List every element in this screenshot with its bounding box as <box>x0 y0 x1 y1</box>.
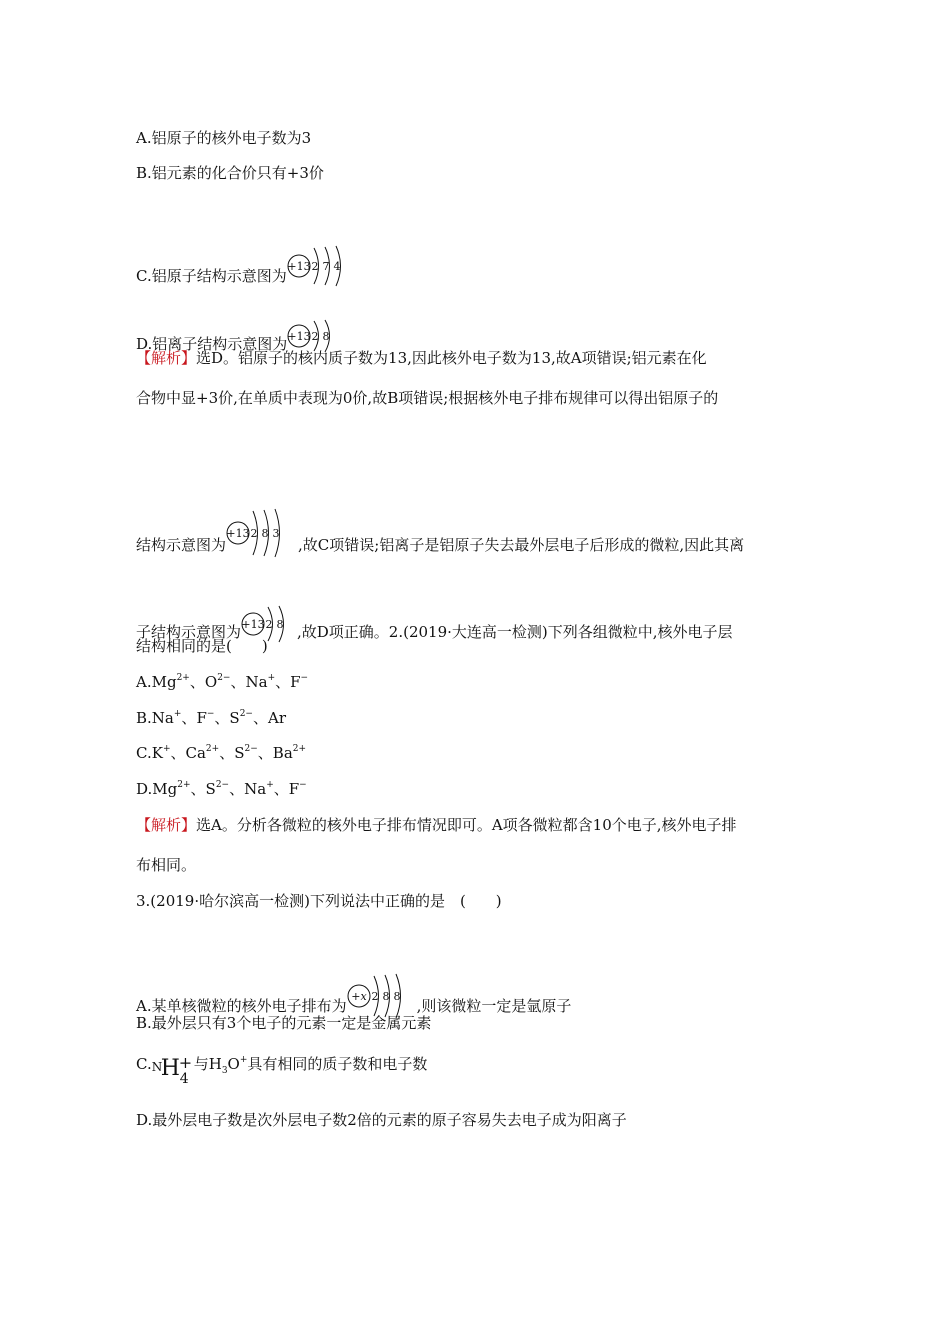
q1-analysis-text-4b: ,故D项正确。2.(2019·大连高一检测)下列各组微粒中,核外电子层 <box>297 623 733 641</box>
nucleus-charge: +x <box>350 990 367 1003</box>
q2-analysis-text-1: 选A。分析各微粒的核外电子排布情况即可。A项各微粒都含10个电子,核外电子排 <box>196 816 737 834</box>
ion-charge: + <box>162 744 171 754</box>
q3-option-a-text: A.某单核微粒的核外电子排布为 <box>136 997 347 1015</box>
nucleus-charge: +13 <box>241 618 265 631</box>
separator: 、 <box>189 673 205 691</box>
ion-symbol: F <box>196 709 207 727</box>
ion-symbol: Na <box>244 780 267 798</box>
ion-symbol: K <box>151 744 163 762</box>
h3o-charge: + <box>239 1055 248 1065</box>
shell-electron-count: 8 <box>393 990 401 1003</box>
analysis-tag: 【解析】 <box>136 349 197 367</box>
separator: 、 <box>219 744 235 762</box>
option-label: C. <box>136 744 152 762</box>
q3-option-c-text-a: 与H <box>193 1055 222 1073</box>
q3-option-b: B.最外层只有3个电子的元素一定是金属元素 <box>136 1014 432 1032</box>
ion-charge: 2+ <box>292 744 307 754</box>
separator: 、 <box>181 709 197 727</box>
q2-option-a <box>136 672 308 692</box>
ion-symbol: F <box>288 780 300 798</box>
q1-analysis-line-1 <box>136 348 707 368</box>
shell-electron-count: 2 <box>311 260 319 273</box>
ion-charge: 2− <box>217 673 231 683</box>
ion-symbol: Na <box>151 709 174 727</box>
q3-option-c-label: C. <box>136 1055 152 1073</box>
atom-diagram-svg <box>226 505 298 561</box>
h3o-o: O <box>227 1055 240 1073</box>
ion-charge: 2− <box>215 780 230 790</box>
option-label: B. <box>136 709 152 727</box>
ion-charge: − <box>206 709 215 719</box>
nucleus-charge: +13 <box>226 527 250 540</box>
q1-option-d-text: D.铝离子结构示意图为 <box>136 335 288 353</box>
q3-option-a-text-2: ,则该微粒一定是氩原子 <box>416 997 572 1015</box>
separator: 、 <box>257 744 273 762</box>
formula-subscript: 4 <box>179 1071 189 1087</box>
shell-electron-count: 7 <box>322 260 330 273</box>
q1-analysis-text-3b: ,故C项错误;铝离子是铝原子失去最外层电子后形成的微粒,因此其离 <box>298 536 745 554</box>
q2-option-b <box>136 708 286 728</box>
analysis-tag: 【解析】 <box>136 816 197 834</box>
formula-n: N <box>151 1060 163 1074</box>
separator: 、 <box>230 673 246 691</box>
q1-option-c-text: C.铝原子结构示意图为 <box>136 267 287 285</box>
q2-option-c <box>136 743 306 763</box>
nucleus-charge: +13 <box>287 260 311 273</box>
ion-charge: 2− <box>244 744 258 754</box>
ion-charge: − <box>300 673 309 683</box>
atom-diagram-al-283 <box>226 505 298 561</box>
shell-electron-count: 8 <box>322 330 330 343</box>
ion-symbol: F <box>290 673 301 691</box>
ion-charge: 2+ <box>177 780 191 790</box>
q1-analysis-line-3 <box>136 499 744 555</box>
shell-electron-count: 2 <box>311 330 319 343</box>
separator: 、 <box>273 780 289 798</box>
q1-analysis-line-2: 合物中显+3价,在单质中表现为0价,故B项错误;根据核外电子排布规律可以得出铝原子的 <box>136 389 719 407</box>
ion-symbol: Na <box>245 673 268 691</box>
shell-electron-count: 2 <box>265 618 273 631</box>
separator: 、 <box>190 780 206 798</box>
nucleus-charge: +13 <box>287 330 311 343</box>
q1-option-a: A.铝原子的核外电子数为3 <box>136 129 312 147</box>
atom-diagram-al-274 <box>287 242 359 290</box>
ion-symbol: O <box>204 673 218 691</box>
separator: 、 <box>214 709 230 727</box>
q2-option-d <box>136 779 307 799</box>
ion-charge: 2− <box>239 709 253 719</box>
q2-stem-line-2: 结构相同的是( ) <box>136 637 268 655</box>
ion-symbol: Mg <box>152 780 178 798</box>
q1-analysis-text-3a: 结构示意图为 <box>136 536 227 554</box>
ion-symbol: S <box>234 744 245 762</box>
ion-symbol: Ca <box>185 744 206 762</box>
ion-charge: + <box>267 673 276 683</box>
ion-symbol: Ar <box>268 709 287 727</box>
atom-diagram-svg <box>287 242 359 290</box>
ion-symbol: Ba <box>272 744 293 762</box>
separator: 、 <box>252 709 268 727</box>
separator: 、 <box>229 780 245 798</box>
q1-option-c <box>136 238 359 286</box>
ion-symbol: Mg <box>151 673 177 691</box>
ion-charge: + <box>266 780 274 790</box>
shell-electron-count: 8 <box>382 990 390 1003</box>
q3-option-c-text-b: 具有相同的质子数和电子数 <box>247 1055 428 1073</box>
separator: 、 <box>170 744 186 762</box>
shell-electron-count: 2 <box>371 990 379 1003</box>
ion-symbol: S <box>229 709 240 727</box>
q2-analysis-line-2: 布相同。 <box>136 856 197 874</box>
q3-option-a <box>136 964 571 1016</box>
ion-symbol: S <box>205 780 216 798</box>
option-label: A. <box>136 673 152 691</box>
shell-electron-count: 8 <box>276 618 284 631</box>
ion-charge: − <box>299 780 307 790</box>
formula-h: H <box>160 1056 180 1081</box>
option-label: D. <box>136 780 153 798</box>
q1-option-b: B.铝元素的化合价只有+3价 <box>136 164 324 182</box>
q3-stem: 3.(2019·哈尔滨高一检测)下列说法中正确的是 ( ) <box>136 892 502 910</box>
q1-analysis-text-1: 选D。铝原子的核内质子数为13,因此核外电子数为13,故A项错误;铝元素在化 <box>196 349 707 367</box>
shell-electron-count: 3 <box>272 527 280 540</box>
q3-option-c <box>136 1053 428 1087</box>
shell-electron-count: 4 <box>333 260 341 273</box>
q1-analysis-text-4a: 子结构示意图为 <box>136 623 242 641</box>
ammonium-formula <box>151 1053 194 1087</box>
separator: 、 <box>275 673 291 691</box>
q2-analysis-line-1 <box>136 815 737 835</box>
ion-charge: + <box>173 709 182 719</box>
formula-charge: + <box>178 1053 193 1072</box>
q3-option-d: D.最外层电子数是次外层电子数2倍的元素的原子容易失去电子成为阳离子 <box>136 1111 627 1129</box>
shell-electron-count: 2 <box>250 527 258 540</box>
h3o-subscript: 3 <box>221 1066 228 1076</box>
ion-charge: 2+ <box>176 673 190 683</box>
ion-charge: 2+ <box>205 744 220 754</box>
shell-electron-count: 8 <box>261 527 269 540</box>
